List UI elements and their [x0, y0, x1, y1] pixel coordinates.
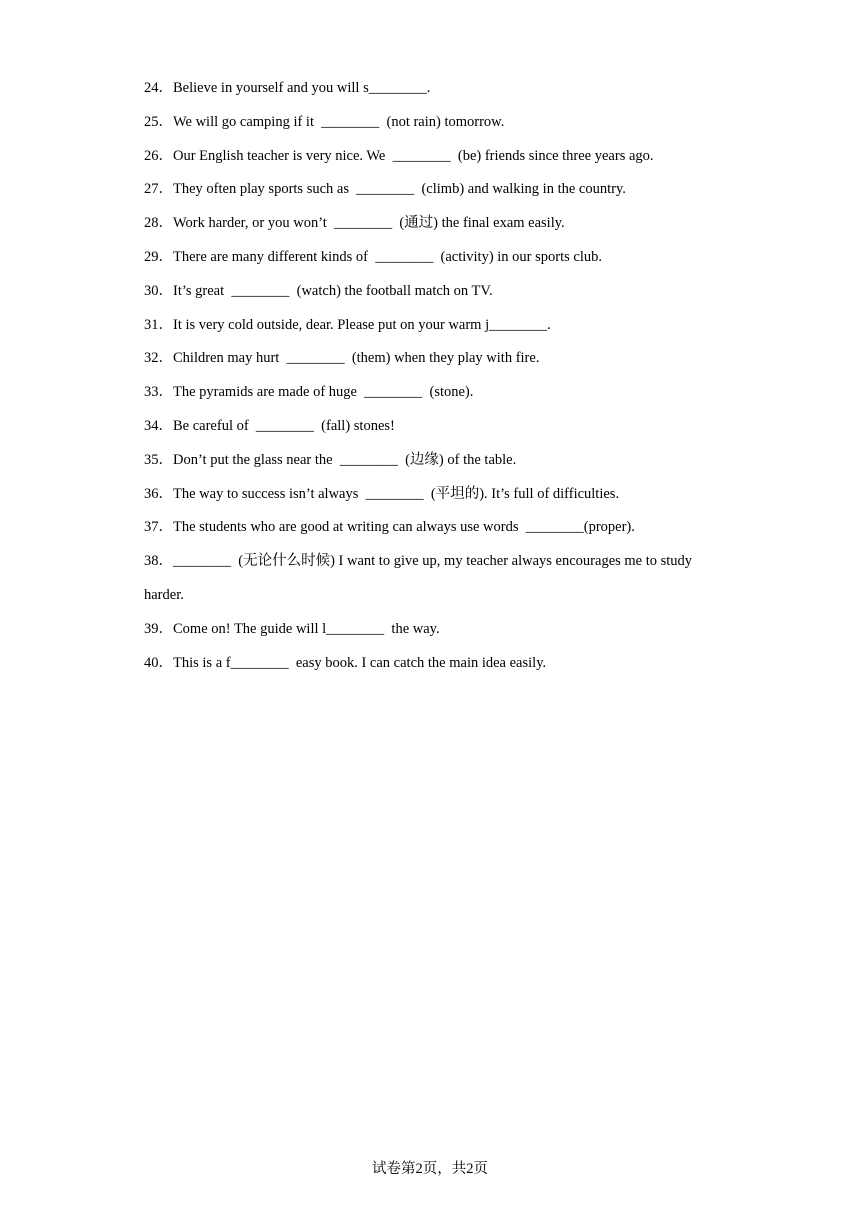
question-item [144, 545, 724, 613]
question-number: 33 [144, 384, 159, 401]
question-text: Come on! The guide will l________ the way. [173, 620, 440, 637]
question-text: There are many different kinds of ________ (activity) in our sports club. [173, 248, 602, 265]
question-item [144, 140, 724, 174]
question-number-separator: ． [158, 384, 173, 401]
question-text: Don’t put the glass near the ________ (边缘) of the table. [173, 451, 517, 468]
question-number: 25 [144, 113, 159, 130]
question-number: 34 [144, 417, 159, 434]
question-number: 30 [144, 282, 159, 299]
question-number: 31 [144, 316, 159, 333]
question-number: 28 [144, 215, 159, 232]
question-text: We will go camping if it ________ (not rain) tomorrow. [173, 113, 505, 130]
question-item [144, 444, 724, 478]
question-number-separator: ． [158, 215, 173, 232]
question-text: It’s great ________ (watch) the football match on TV. [173, 282, 493, 299]
question-number-separator: ． [158, 181, 173, 198]
question-number-separator: ． [158, 248, 173, 265]
question-text: Our English teacher is very nice. We ________ (be) friends since three years ago. [173, 147, 654, 164]
question-item [144, 106, 724, 140]
question-text: Work harder, or you won’t ________ (通过) the final exam easily. [173, 215, 565, 232]
question-number: 29 [144, 248, 159, 265]
question-text: They often play sports such as ________ (climb) and walking in the country. [173, 181, 626, 198]
question-number-separator: ． [158, 553, 173, 570]
question-item [144, 173, 724, 207]
question-number: 40 [144, 654, 159, 671]
question-item [144, 511, 724, 545]
question-number-separator: ． [158, 519, 173, 536]
question-item [144, 478, 724, 512]
question-text: The students who are good at writing can always use words ________(proper). [173, 519, 635, 536]
question-list [144, 72, 724, 680]
question-number-separator: ． [158, 282, 173, 299]
question-item [144, 613, 724, 647]
question-number: 37 [144, 519, 159, 536]
question-item [144, 241, 724, 275]
question-number-separator: ． [158, 113, 173, 130]
question-text: This is a f________ easy book. I can catch the main idea easily. [173, 654, 547, 671]
question-item [144, 72, 724, 106]
question-number: 26 [144, 147, 159, 164]
question-text: Believe in yourself and you will s________. [173, 80, 431, 96]
question-number-separator: ． [158, 654, 173, 671]
question-number: 35 [144, 451, 159, 468]
question-number-separator: ． [158, 350, 173, 367]
question-item [144, 275, 724, 309]
question-number-separator: ． [158, 417, 173, 434]
question-number: 39 [144, 620, 159, 637]
question-number-separator: ． [158, 80, 173, 96]
question-text: The pyramids are made of huge ________ (stone). [173, 384, 474, 401]
question-number: 27 [144, 181, 159, 198]
question-text: Children may hurt ________ (them) when they play with fire. [173, 350, 540, 367]
question-number-separator: ． [158, 451, 173, 468]
question-number: 24 [144, 80, 159, 96]
question-text: It is very cold outside, dear. Please put on your warm j________. [173, 316, 551, 333]
question-item [144, 342, 724, 376]
question-item [144, 376, 724, 410]
question-item [144, 647, 724, 681]
question-text: ________ (无论什么时候) I want to give up, my teacher always encourages me to study harder. [144, 553, 696, 603]
question-text: Be careful of ________ (fall) stones! [173, 417, 395, 434]
question-text: The way to success isn’t always ________ (平坦的). It’s full of difficulties. [173, 485, 620, 502]
question-number-separator: ． [158, 147, 173, 164]
page-footer: 试卷第2页，共2页 [372, 1161, 488, 1177]
question-number: 32 [144, 350, 159, 367]
question-item [144, 207, 724, 241]
question-number: 36 [144, 485, 159, 502]
question-number-separator: ． [158, 485, 173, 502]
question-number-separator: ． [158, 316, 173, 333]
question-number: 38 [144, 553, 159, 570]
question-number-separator: ． [158, 620, 173, 637]
question-item [144, 410, 724, 444]
question-item [144, 309, 724, 343]
